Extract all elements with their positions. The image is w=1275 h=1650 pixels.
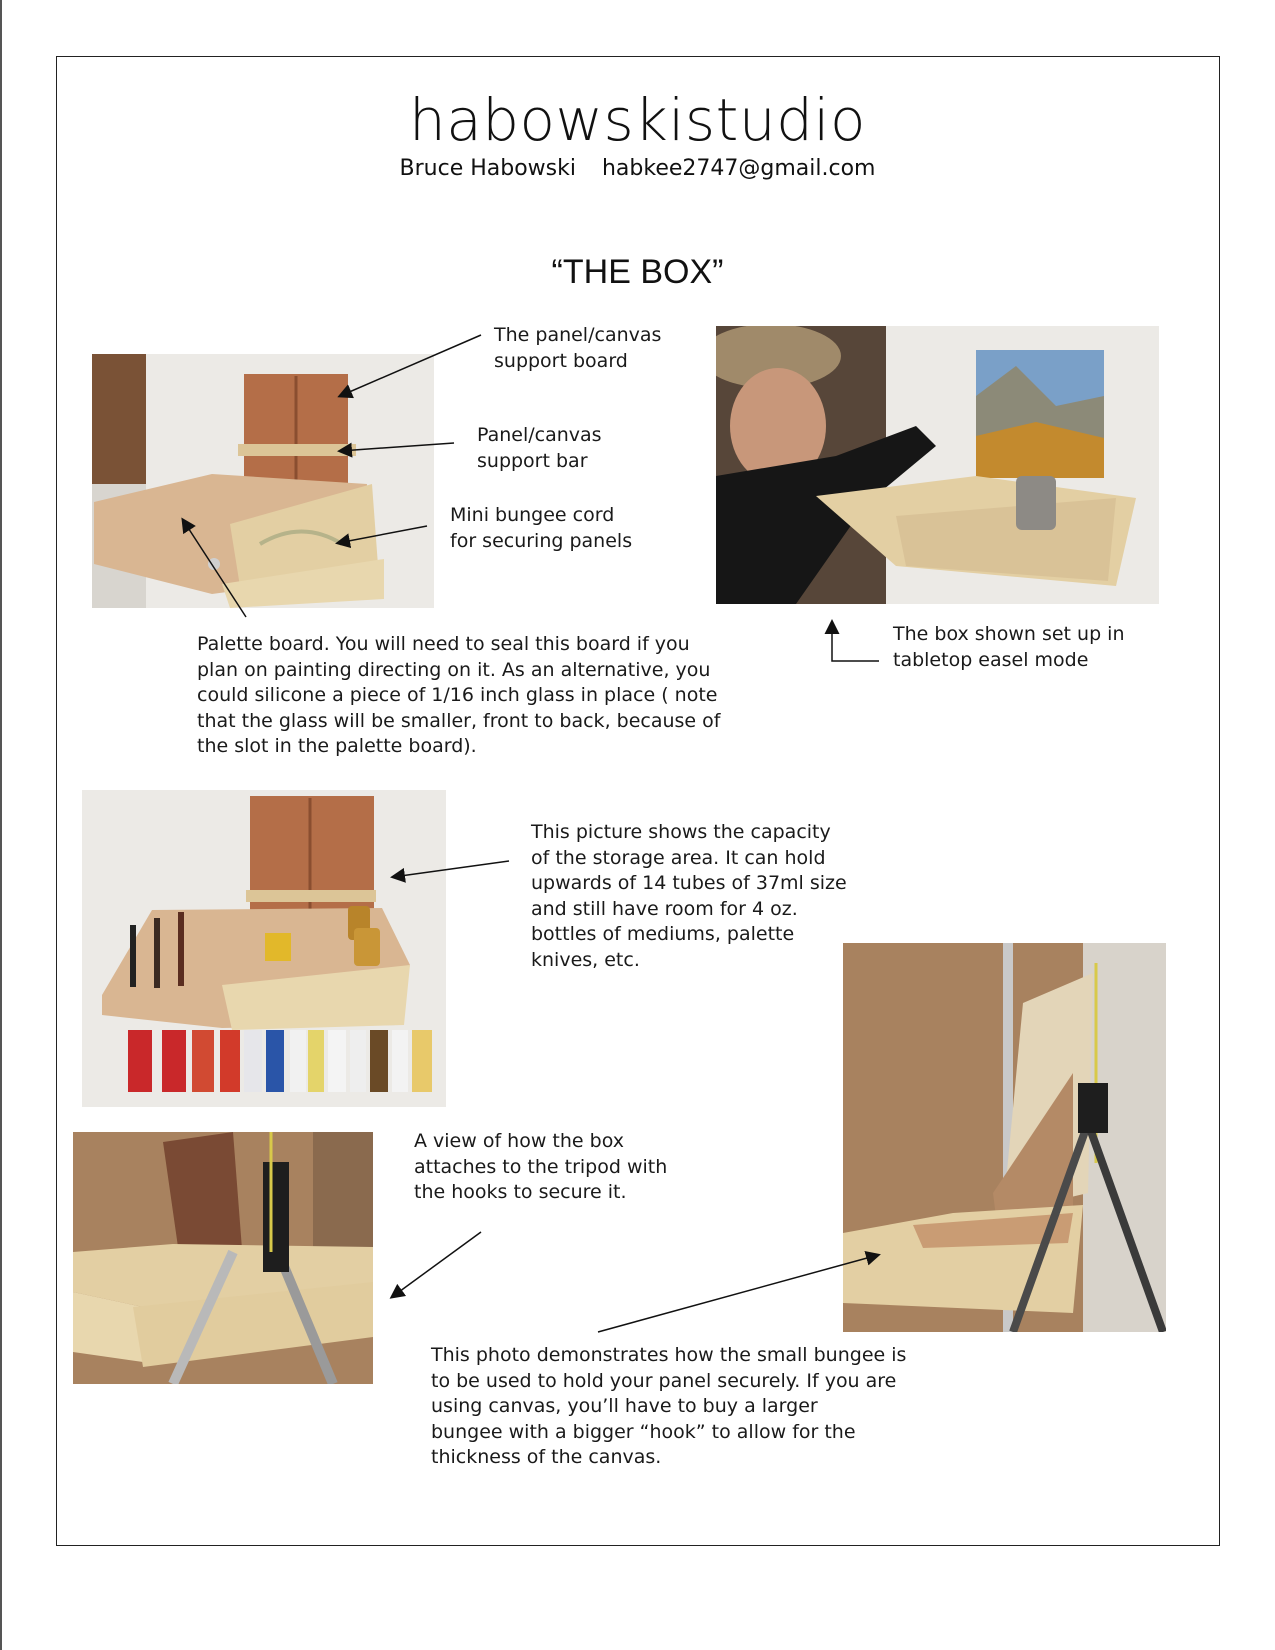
photo-easel-mode [716, 326, 1159, 604]
caption-bungee-demo: This photo demonstrates how the small bungee is to be used to hold your panel securely. If you are using canvas, you’ll have to buy a larger bungee with a bigger “hook” to allow for the thickness of the canvas. [431, 1344, 907, 1468]
photo-storage-capacity [82, 790, 446, 1107]
byline [0, 156, 1275, 182]
document-title: “THE BOX” [551, 253, 724, 291]
caption-easel-mode: The box shown set up in tabletop easel mode [893, 623, 1125, 671]
caption-tripod-attach: A view of how the box attaches to the tripod with the hooks to secure it. [414, 1130, 668, 1203]
caption-bungee-cord: Mini bungee cord for securing panels [450, 504, 633, 552]
page-left-edge [0, 0, 2, 1650]
brand-title: habowskistudio [408, 86, 867, 154]
author-email: habkee2747@gmail.com [601, 156, 876, 181]
caption-support-board: The panel/canvas support board [494, 324, 662, 372]
photo-tripod-attach [73, 1132, 373, 1384]
caption-support-bar: Panel/canvas support bar [477, 424, 602, 472]
caption-palette-board: Palette board. You will need to seal this board if you plan on painting directing on it. As an alternative, you could silicone a piece of 1/16 inch glass in place ( note that the glass will be smaller, front to back, because of the slot in the palette board). [197, 633, 721, 757]
photo-bungee-demo [843, 943, 1166, 1332]
caption-storage-capacity: This picture shows the capacity of the storage area. It can hold upwards of 14 tubes of 37ml size and still have room for 4 oz. bottles of mediums, palette knives, etc. [531, 821, 847, 971]
author-name: Bruce Habowski [399, 156, 576, 181]
photo-box-open [92, 354, 434, 608]
